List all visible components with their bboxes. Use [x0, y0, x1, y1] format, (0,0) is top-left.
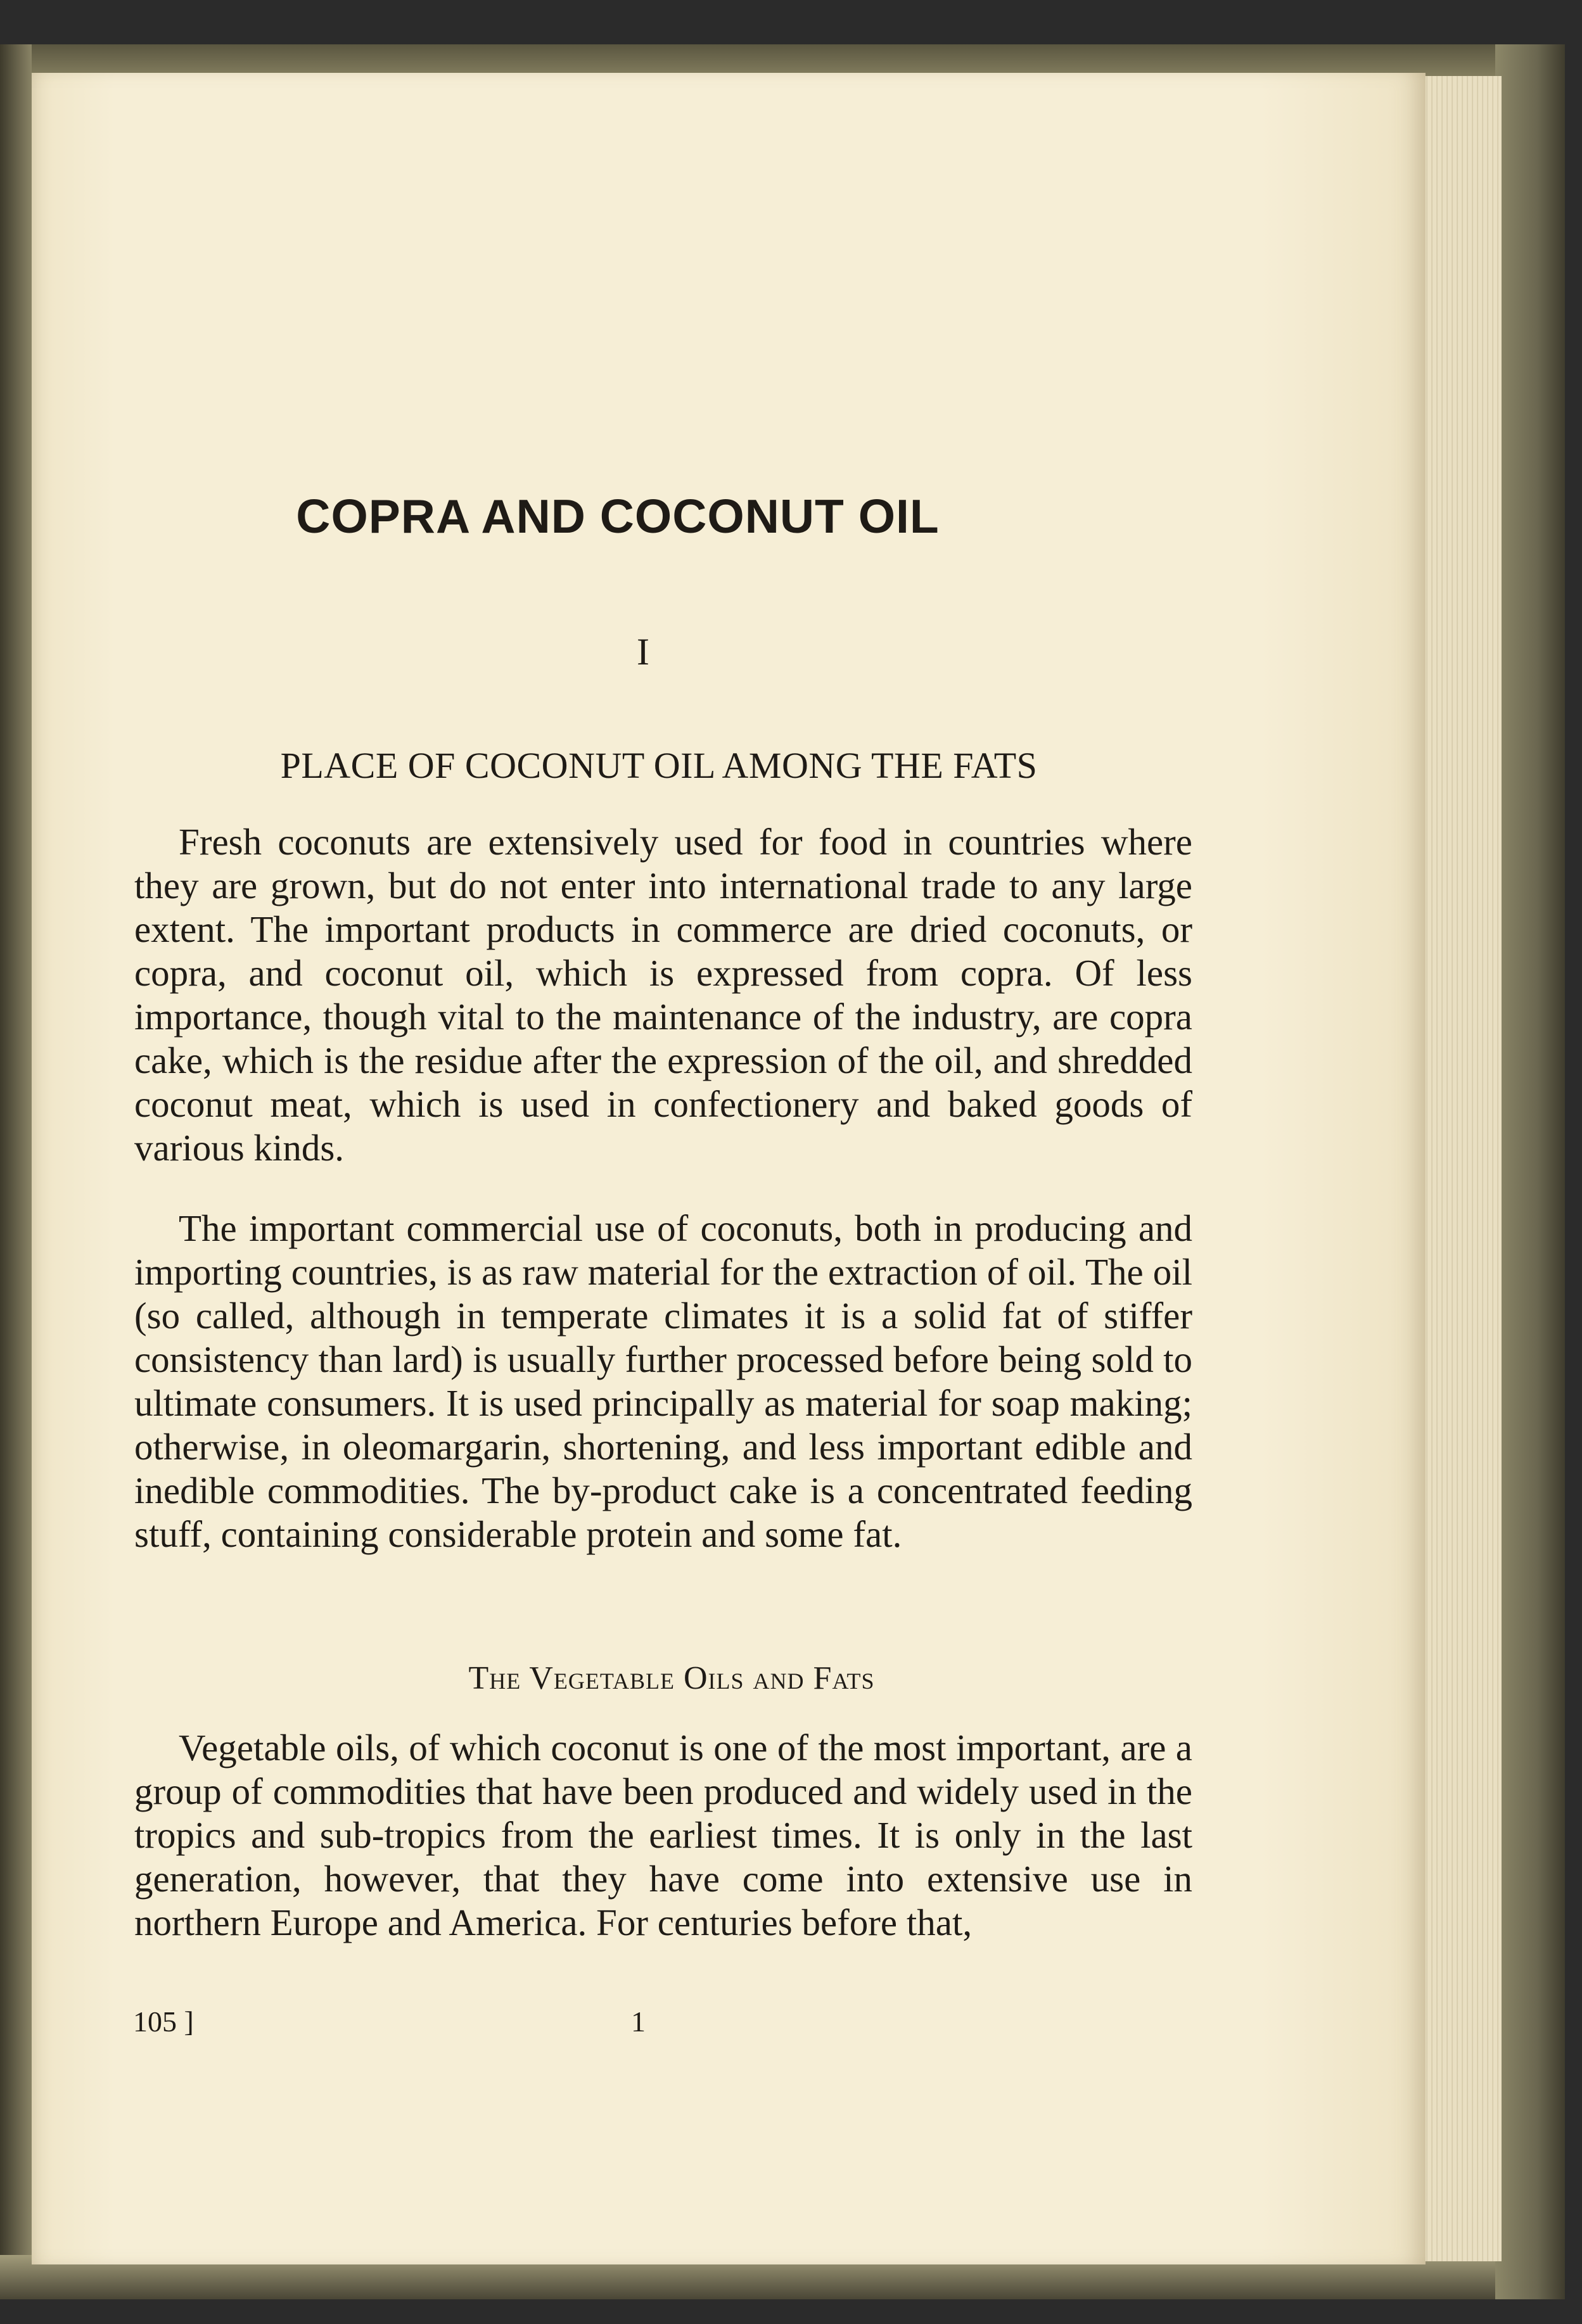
- page-number: 1: [631, 2005, 646, 2038]
- page-title: COPRA AND COCONUT OIL: [296, 490, 940, 543]
- book-cover-right: [1495, 44, 1565, 2299]
- folio-marker: 105 ]: [133, 2005, 194, 2038]
- paragraph-3: Vegetable oils, of which coconut is one of the most important, are a group of commodities that have been produced and widely used in the tropics and sub-tropics from the earliest times. It is only in the last generation, however, that they have come into extensive use in northern Europe and America. For centuries before that,: [134, 1727, 1192, 1943]
- page-edges: [1413, 76, 1502, 2261]
- chapter-title: PLACE OF COCONUT OIL AMONG THE FATS: [280, 745, 1038, 786]
- paragraph-1: Fresh coconuts are extensively used for food in countries where they are grown, but do not enter into international trade to any large extent. The important products in commerce are dried coconuts, or copra, and coconut oil, which is expressed from copra. Of less importance, though vital to the maintenance of the industry, are copra cake, which is the residue after the expression of the oil, and shredded coconut meat, which is used in confectionery and baked goods of various kinds.: [134, 821, 1192, 1169]
- chapter-number: I: [637, 631, 649, 673]
- page-text: [32, 73, 1426, 2264]
- section-heading: The Vegetable Oils and Fats: [468, 1660, 875, 1696]
- book-page: [32, 73, 1426, 2264]
- book-cover-left: [0, 44, 32, 2293]
- paragraph-2: The important commercial use of coconuts, both in producing and importing countries, is as raw material for the extraction of oil. The oil (so called, although in temperate climates it is a solid fat of stiffer consistency than lard) is usually further processed before being sold to ultimate consumers. It is used principally as material for soap making; otherwise, in oleomargarin, shortening, and less important edible and inedible commodities. The by-product cake is a concentrated feeding stuff, containing considerable protein and some fat.: [134, 1207, 1192, 1555]
